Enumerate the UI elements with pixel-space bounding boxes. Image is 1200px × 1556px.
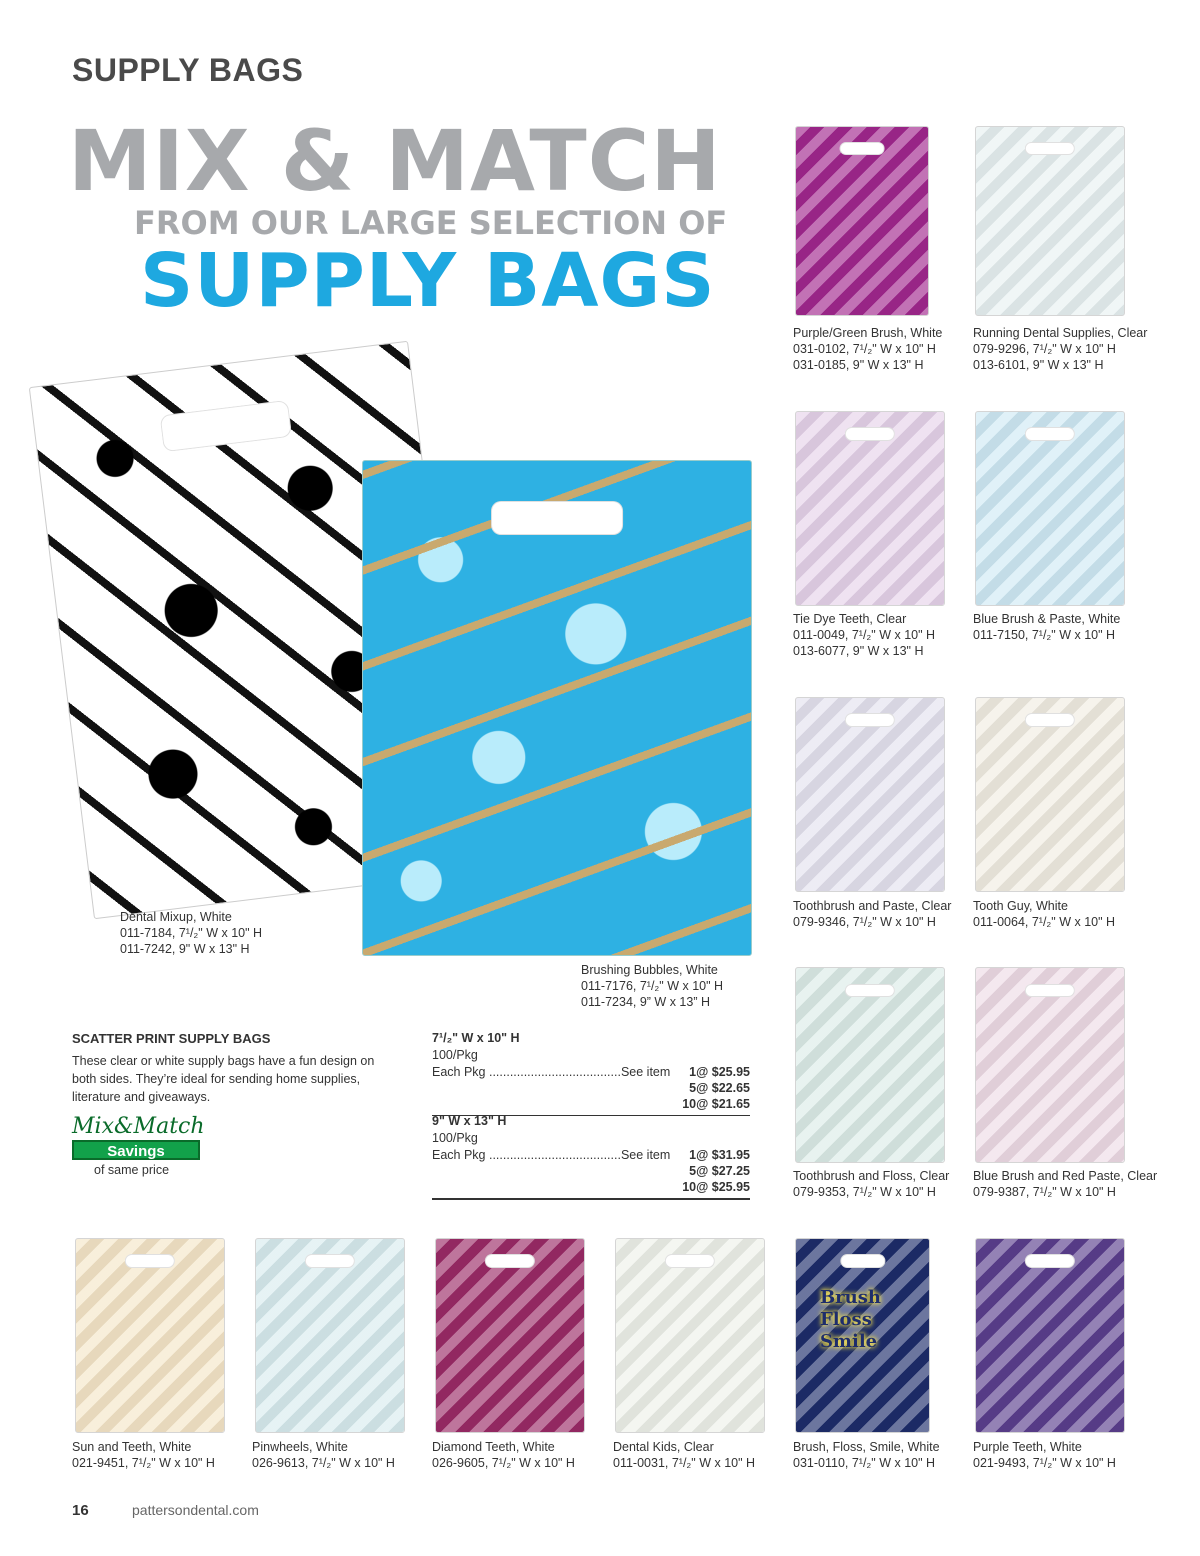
product-caption bbox=[973, 1439, 1116, 1471]
product-caption bbox=[793, 1168, 949, 1200]
product-sku: 011-7242, 9" W x 13" H bbox=[120, 942, 250, 956]
product-sku: 021-9451, 7¹/₂" W x 10" H bbox=[72, 1456, 215, 1470]
page-number: 16 bbox=[72, 1502, 89, 1519]
price-pkg: 100/Pkg bbox=[432, 1131, 478, 1145]
price-size: 7¹/₂" W x 10" H bbox=[432, 1031, 520, 1045]
product-name: Dental Kids, Clear bbox=[613, 1440, 714, 1454]
product-sku: 013-6101, 9" W x 13" H bbox=[973, 358, 1104, 372]
bag-handle bbox=[845, 427, 895, 441]
product-sku: 011-0031, 7¹/₂" W x 10" H bbox=[613, 1456, 756, 1470]
hero-subheadline: FROM OUR LARGE SELECTION OF bbox=[134, 204, 728, 242]
product-sku: 079-9353, 7¹/₂" W x 10" H bbox=[793, 1185, 936, 1199]
footer-url[interactable]: pattersondental.com bbox=[132, 1502, 259, 1518]
bag-print-word: Brush bbox=[819, 1287, 881, 1309]
product-sku: 079-9387, 7¹/₂" W x 10" H bbox=[973, 1185, 1116, 1199]
product-caption bbox=[432, 1439, 575, 1471]
section-title: SUPPLY BAGS bbox=[72, 52, 304, 88]
product-sku: 011-0049, 7¹/₂" W x 10" H bbox=[793, 628, 936, 642]
bag-handle bbox=[840, 1254, 885, 1268]
product-name: Dental Mixup, White bbox=[120, 910, 232, 924]
product-caption bbox=[72, 1439, 215, 1471]
bag-image bbox=[255, 1238, 405, 1433]
logo-mix-match: Mix&Match bbox=[72, 1114, 205, 1139]
bag-handle bbox=[840, 142, 885, 155]
bag-handle bbox=[1025, 427, 1075, 441]
caption-dental-mixup bbox=[120, 909, 262, 957]
bag-image bbox=[975, 967, 1125, 1163]
product-name: Running Dental Supplies, Clear bbox=[973, 326, 1148, 340]
bag-image bbox=[795, 126, 929, 316]
product-caption bbox=[252, 1439, 395, 1471]
product-name: Purple Teeth, White bbox=[973, 1440, 1082, 1454]
product-name: Pinwheels, White bbox=[252, 1440, 348, 1454]
bag-image bbox=[615, 1238, 765, 1433]
hero-highlight: SUPPLY BAGS bbox=[140, 238, 716, 324]
product-caption bbox=[793, 325, 942, 373]
product-name: Sun and Teeth, White bbox=[72, 1440, 192, 1454]
product-sku: 031-0185, 9" W x 13" H bbox=[793, 358, 924, 372]
bag-handle bbox=[1025, 1254, 1075, 1268]
product-sku: 079-9296, 7¹/₂" W x 10" H bbox=[973, 342, 1116, 356]
product-sku: 031-0110, 7¹/₂" W x 10" H bbox=[793, 1456, 936, 1470]
price-pkg: 100/Pkg bbox=[432, 1048, 478, 1062]
bag-handle bbox=[485, 1254, 535, 1268]
product-name: Purple/Green Brush, White bbox=[793, 326, 943, 340]
bag-image bbox=[975, 411, 1125, 606]
price-table-large bbox=[432, 1114, 750, 1200]
product-caption bbox=[973, 325, 1147, 373]
bag-handle bbox=[1025, 142, 1075, 155]
price-tier: 5@ $22.65 bbox=[689, 1081, 750, 1095]
product-sku: 013-6077, 9" W x 13" H bbox=[793, 644, 924, 658]
logo-savings: Savings bbox=[72, 1140, 200, 1160]
bag-print-word: Smile bbox=[819, 1331, 878, 1353]
product-name: Brush, Floss, Smile, White bbox=[793, 1440, 940, 1454]
scatter-description: These clear or white supply bags have a fun design on both sides. They’re ideal for sending home supplies, literature and giveaways. bbox=[72, 1054, 375, 1104]
product-sku: 031-0102, 7¹/₂" W x 10" H bbox=[793, 342, 936, 356]
bag-handle bbox=[1025, 713, 1075, 727]
price-each: Each Pkg ......................................See item bbox=[432, 1065, 671, 1079]
product-sku: 011-7150, 7¹/₂" W x 10" H bbox=[973, 628, 1116, 642]
bag-handle bbox=[845, 984, 895, 998]
bag-image bbox=[435, 1238, 585, 1433]
product-name: Diamond Teeth, White bbox=[432, 1440, 555, 1454]
bag-handle bbox=[1025, 984, 1075, 998]
price-tier: 1@ $31.95 bbox=[689, 1148, 750, 1162]
product-sku: 011-7184, 7¹/₂" W x 10" H bbox=[120, 926, 263, 940]
product-name: Tooth Guy, White bbox=[973, 899, 1068, 913]
logo-subtext: of same price bbox=[94, 1163, 170, 1177]
bag-print-word: Floss bbox=[819, 1309, 872, 1331]
product-caption bbox=[793, 898, 951, 930]
mix-match-savings-logo bbox=[72, 1114, 206, 1164]
product-sku: 011-7234, 9” W x 13” H bbox=[581, 995, 710, 1009]
bag-image bbox=[975, 1238, 1125, 1433]
bag-print-text bbox=[820, 1287, 881, 1353]
price-tier: 10@ $25.95 bbox=[682, 1180, 750, 1194]
product-caption bbox=[613, 1439, 755, 1471]
product-sku: 011-7176, 7¹/₂" W x 10" H bbox=[581, 979, 724, 993]
bag-image bbox=[795, 697, 945, 892]
product-name: Blue Brush and Red Paste, Clear bbox=[973, 1169, 1158, 1183]
product-name: Tie Dye Teeth, Clear bbox=[793, 612, 907, 626]
bag-image bbox=[975, 697, 1125, 892]
product-caption bbox=[973, 898, 1115, 930]
scatter-title: SCATTER PRINT SUPPLY BAGS bbox=[72, 1031, 271, 1046]
product-name: Brushing Bubbles, White bbox=[581, 963, 718, 977]
bag-handle bbox=[305, 1254, 355, 1268]
product-caption bbox=[793, 611, 935, 659]
price-each: Each Pkg ......................................See item bbox=[432, 1148, 671, 1162]
bag-image bbox=[795, 411, 945, 606]
product-sku: 011-0064, 7¹/₂" W x 10" H bbox=[973, 915, 1116, 929]
product-name: Blue Brush & Paste, White bbox=[973, 612, 1121, 626]
product-name: Toothbrush and Paste, Clear bbox=[793, 899, 952, 913]
price-table-small bbox=[432, 1031, 750, 1116]
hero-headline: MIX & MATCH bbox=[68, 112, 722, 210]
bag-handle bbox=[125, 1254, 175, 1268]
product-caption bbox=[973, 611, 1120, 643]
bag-image bbox=[975, 126, 1125, 316]
product-caption bbox=[793, 1439, 940, 1471]
product-caption bbox=[973, 1168, 1157, 1200]
price-tier: 1@ $25.95 bbox=[689, 1065, 750, 1079]
bag-handle bbox=[160, 400, 293, 453]
price-size: 9" W x 13" H bbox=[432, 1114, 507, 1128]
product-sku: 026-9605, 7¹/₂" W x 10" H bbox=[432, 1456, 575, 1470]
bag-handle bbox=[665, 1254, 715, 1268]
caption-brushing-bubbles bbox=[581, 962, 723, 1010]
product-name: Toothbrush and Floss, Clear bbox=[793, 1169, 950, 1183]
bag-image bbox=[795, 967, 945, 1163]
product-sku: 079-9346, 7¹/₂" W x 10" H bbox=[793, 915, 936, 929]
bag-handle bbox=[845, 713, 895, 727]
bag-image bbox=[75, 1238, 225, 1433]
bag-image-brushing-bubbles bbox=[362, 460, 752, 956]
product-sku: 021-9493, 7¹/₂" W x 10" H bbox=[973, 1456, 1116, 1470]
product-sku: 026-9613, 7¹/₂" W x 10" H bbox=[252, 1456, 395, 1470]
price-tier: 5@ $27.25 bbox=[689, 1164, 750, 1178]
bag-handle bbox=[491, 501, 623, 536]
price-tier: 10@ $21.65 bbox=[682, 1097, 750, 1111]
bag-image bbox=[795, 1238, 930, 1433]
